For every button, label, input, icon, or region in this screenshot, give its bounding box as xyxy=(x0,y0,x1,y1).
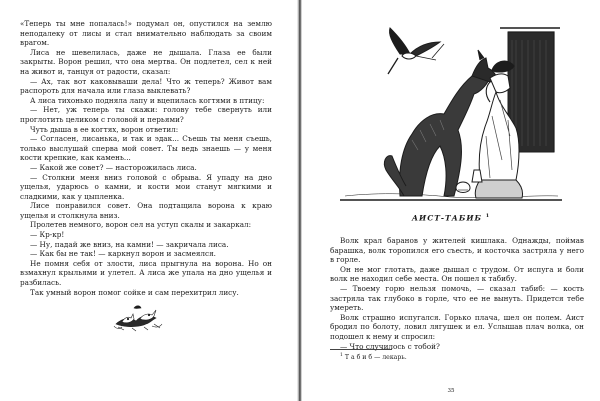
paragraph: Волк страшно испугался. Горько плача, шел он полем. Аист бродил по болоту, ловил лягушек и ел. Услышав плач волка, он подошел к нему и спросил: xyxy=(330,312,584,341)
story-title xyxy=(302,213,600,223)
paragraph: Чуть дыша в ее когтях, ворон ответил: xyxy=(30,124,179,134)
paragraph: — Какой же совет? — насторожилась лиса. xyxy=(30,162,197,172)
paragraph: Пролетев немного, ворон сел на уступ скалы и закаркал: xyxy=(30,220,252,230)
footnote-divider xyxy=(330,349,392,350)
right-page-text xyxy=(330,236,584,351)
footnote-number: 1 xyxy=(340,353,343,358)
paragraph: — Нет, уж теперь ты скажи: голову тебе свернуть или проглотить целиком с головой и перьями? xyxy=(20,105,272,124)
paragraph: — Ну, падай же вниз, на камни! — закричала лиса. xyxy=(30,239,229,249)
right-page xyxy=(302,0,600,401)
footnote-marker: 1 xyxy=(485,213,491,219)
paragraph: А лиса тихонько подняла лапу и вцепилась когтями в птицу: xyxy=(30,95,265,105)
birds-ornament-icon xyxy=(112,302,164,332)
paragraph: Он не мог глотать, даже дышал с трудом. От испуга и боли волк не находил себе места. Он пошел к табибу. xyxy=(330,264,584,284)
paragraph: — Как бы не так! — каркнул ворон и засмеялся. xyxy=(30,249,216,259)
paragraph: — Что случилось с тобой? xyxy=(340,341,440,351)
paragraph: Лиса не шевелилась, даже не дышала. Глаза ее были закрыты. Ворон решил, что она мертва. Он подлетел, сел к ней на живот и, танцуя от радости, сказал: xyxy=(20,47,272,76)
paragraph: «Теперь ты мне попалась!» подумал он, опустился на землю неподалеку от лисы и стал внимательно наблюдать за своим врагом. xyxy=(20,19,272,48)
page-number: 35 xyxy=(447,388,455,394)
paragraph: Так умный ворон помог сойке и сам перехитрил лису. xyxy=(30,287,239,297)
wolf-and-healer-icon xyxy=(340,20,562,206)
paragraph: — Согласен, лисанька, и так и эдак... Съешь ты меня съешь, только выслушай сперва мой совет. Ты ведь знаешь — у меня кости крепкие, как камень... xyxy=(20,134,272,163)
paragraph: Волк крал баранов у жителей кишлака. Однажды, поймав барашка, волк торопился его съесть, и косточка застряла у него в горле. xyxy=(330,236,584,265)
left-page xyxy=(0,0,297,401)
story-title-text: АИСТ-ТАБИБ xyxy=(411,213,483,223)
footnote-text: Т а б и б — лекарь. xyxy=(344,354,407,362)
footnote xyxy=(340,352,407,362)
paragraph: — Кр-кр! xyxy=(30,230,65,240)
paragraph: Не помня себя от злости, лиса прыгнула на ворона. Но он взмахнул крыльями и улетел. А лиса же упала на дно ущелья и разбилась. xyxy=(20,258,272,288)
paragraph: Лисе понравился совет. Она подтащила ворона к краю ущелья и столкнула вниз. xyxy=(20,201,272,220)
left-page-text xyxy=(20,19,272,297)
paragraph: — Твоему горю нельзя помочь, — сказал табиб: — кость застряла так глубоко в горле, что ее не вынуть. Придется тебе умереть. xyxy=(330,283,584,313)
paragraph: — Столкни меня вниз головой с обрыва. Я упаду на дно ущелья, ударюсь о камни, и кости мои станут мягкими и сладкими, как у цыпленка. xyxy=(20,172,272,201)
paragraph: — Ах, так вот каковываши дела! Что ж теперь? Живот вам распороть для начала или глаза выклевать? xyxy=(20,76,272,96)
